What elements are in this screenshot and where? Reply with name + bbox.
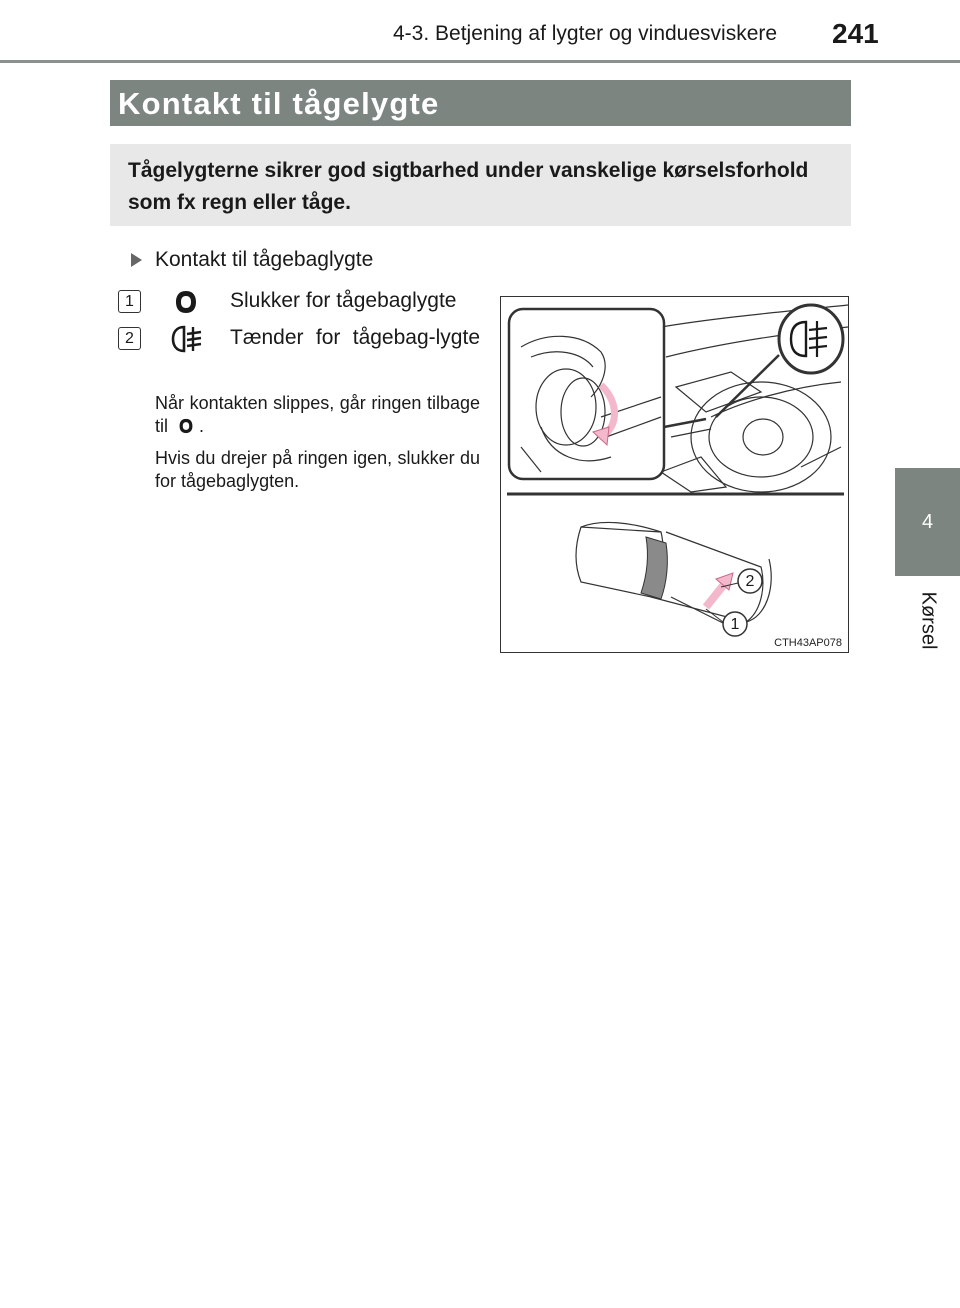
rear-fog-light-icon — [170, 323, 204, 360]
bullet-triangle-icon — [131, 253, 142, 267]
note-2: Hvis du drejer på ringen igen, slukker du for tågebaglygten. — [155, 448, 480, 491]
chapter-tab — [895, 468, 960, 576]
page-title: Kontakt til tågelygte — [118, 86, 440, 121]
chapter-label: Kørsel — [916, 591, 939, 649]
item-text-2 — [230, 323, 480, 353]
push-arrow — [706, 582, 726, 607]
note-1-text: Når kontakten slippes, går ringen tilbage til — [155, 393, 480, 436]
note-1 — [155, 392, 480, 438]
subheading: Kontakt til tågebaglygte — [155, 248, 374, 271]
page-title-bar — [110, 80, 851, 126]
chapter-label-wrap — [895, 580, 960, 660]
figure-code: CTH43AP078 — [774, 637, 842, 649]
chapter-number: 4 — [921, 510, 934, 533]
fog-light-off-icon — [173, 288, 199, 321]
figure-frame — [500, 296, 849, 653]
page-number: 241 — [832, 18, 879, 49]
fog-light-off-inline-icon — [177, 417, 195, 435]
fog-switch-illustration — [501, 297, 848, 652]
inset-box — [509, 309, 664, 479]
callout-2-label: 2 — [745, 573, 755, 590]
item-number-2: 2 — [118, 327, 141, 350]
section-title: 4-3. Betjening af lygter og vinduesviskere — [393, 22, 778, 45]
callout-1-label: 1 — [730, 616, 740, 633]
header-divider — [0, 60, 960, 63]
item-text-2-content: Tænder for tågebag-lygte — [230, 326, 480, 349]
intro-text: Tågelygterne sikrer god sigtbarhed under vanskelige kørselsforhold som fx regn eller tåge. — [128, 159, 809, 214]
note-1-end: . — [199, 416, 205, 436]
intro-box — [110, 144, 851, 226]
item-text-1: Slukker for tågebaglygte — [230, 289, 457, 312]
item-number-1: 1 — [118, 290, 141, 313]
